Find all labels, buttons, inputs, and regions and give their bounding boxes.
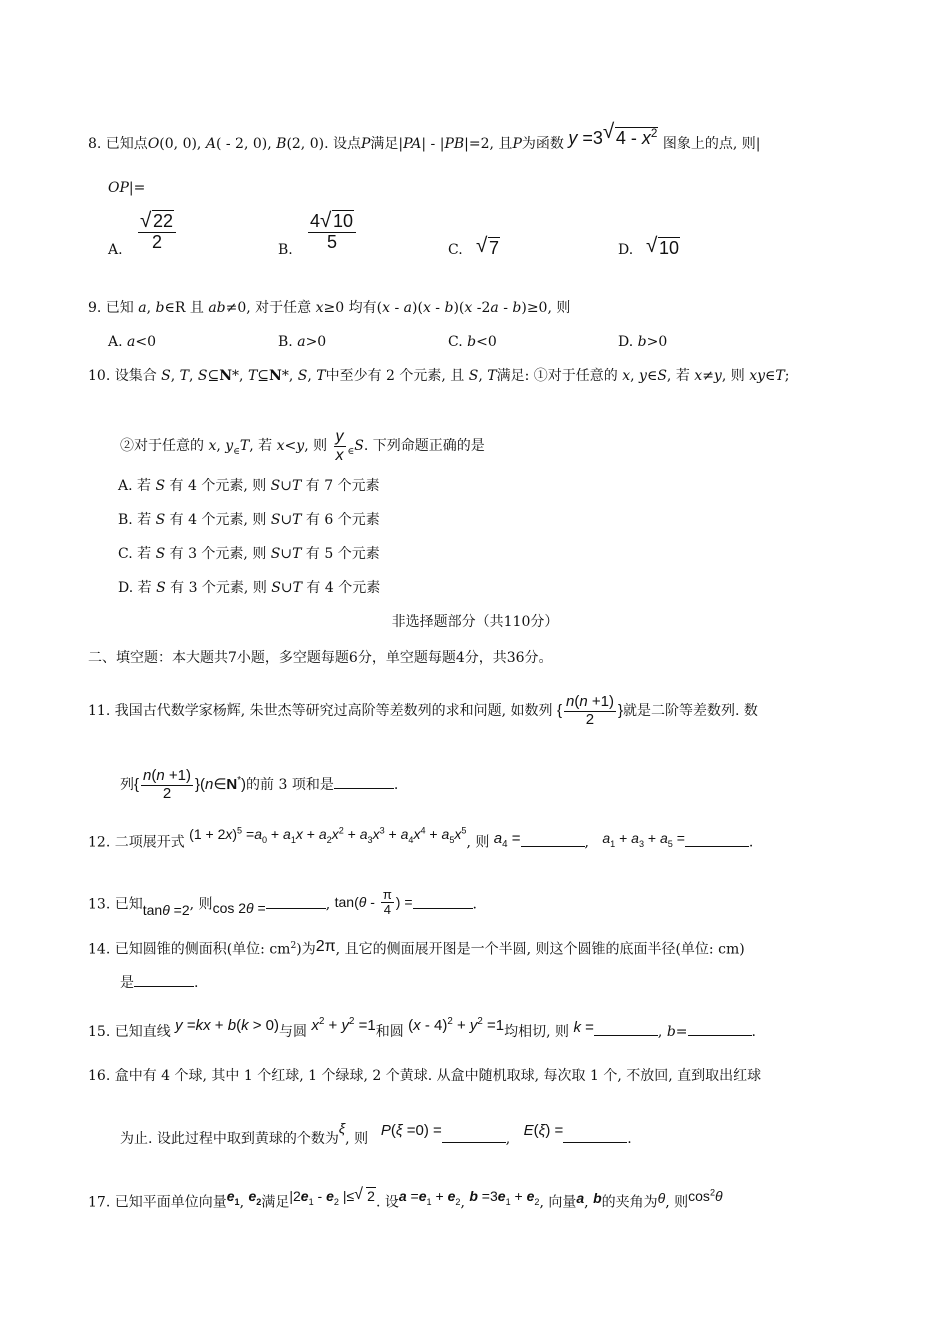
- q8-option-a-value: √ $\frac{22}{2}$: [138, 212, 176, 253]
- q15-stem: 15. 已知直线 y =kx + b(k > 0)与圆 $x^2 + y^2 =1$和圆 $(x - 4)^2 + y^2 =1$均相切, 则 k = , b= .: [88, 1016, 756, 1040]
- q17-stem: 17. 已知平面单位向量$e_1$, $e_2$满足$|2e_1 - e_2$ |≤√ 2. 设$a =e_1 + e_2$, $b =3e_1 + e_2$, 向量a, b的夹角为θ, 则$\cos^2\theta$: [88, 1188, 723, 1217]
- section2-heading: 二、填空题：本大题共7小题，多空题每题6分，单空题每题4分，共36分。: [88, 650, 553, 666]
- q14-line2: 是 .: [120, 972, 198, 993]
- q8-option-d-value: √ 10: [646, 238, 680, 258]
- q10-option-d: D. 若 S 有 3 个元素, 则 S∪T 有 4 个元素: [118, 580, 381, 596]
- q8-line2: OP|=: [108, 180, 146, 196]
- q10-option-b: B. 若 S 有 4 个元素, 则 S∪T 有 6 个元素: [118, 512, 380, 528]
- q10-line1: 10. 设集合 S, T, S⊆N*, T⊆N*, S, T中至少有 2 个元素, 且 S, T满足: ①对于任意的 x, y∈S, 若 x≠y, 则 xy∈T;: [88, 368, 790, 384]
- q11-line1: 11. 我国古代数学家杨辉, 朱世杰等研究过高阶等差数列的求和问题, 如数列 { $\frac{n(n +1)}{2}$ }就是二阶等差数列. 数: [88, 693, 758, 728]
- q10-line2: ②对于任意的 x, $y_\in T$, 若 x<y, 则 $\frac{y}{x}$ $_\in$S. 下列命题正确的是: [120, 428, 485, 464]
- q8-function: y =3√ $4 - x^2$: [568, 128, 658, 148]
- q10-option-a: A. 若 S 有 4 个元素, 则 S∪T 有 7 个元素: [118, 478, 380, 494]
- q9-stem: 9. 已知 a, b∈R 且 ab≠0, 对于任意 x≥0 均有(x - a)(x - b)(x -2a - b)≥0, 则: [88, 300, 571, 316]
- q16-line1: 16. 盒中有 4 个球, 其中 1 个红球, 1 个绿球, 2 个黄球. 从盒中随机取球, 每次取 1 个, 不放回, 直到取出红球: [88, 1068, 762, 1084]
- q16-line2: 为止. 设此过程中取到黄球的个数为ξ, 则 P(ξ =0) = , E(ξ) = .: [120, 1120, 632, 1147]
- q10-option-c: C. 若 S 有 3 个元素, 则 S∪T 有 5 个元素: [118, 546, 380, 562]
- q13-stem: 13. 已知tanθ =2, 则cos 2θ = , tan(θ - $\frac{\pi}{4}$ ) = .: [88, 887, 477, 918]
- q8-line1: 8. 已知点O(0, 0), A( - 2, 0), B(2, 0). 设点P满足|PA| - |PB|=2, 且P为函数 y =3√ $4 - x^2$ 图象上的点, 则|: [88, 128, 760, 154]
- q11-line2: 列{ $\frac{n(n +1)}{2}$ }(n∈N*)的前 3 项和是 .: [120, 767, 399, 802]
- q8-option-c-value: √ 7: [476, 238, 500, 258]
- q8-option-b-value: $\frac{4√ 10}{5}$: [308, 212, 356, 253]
- q14-line1: 14. 已知圆锥的侧面积(单位: $cm^2$)为2π, 且它的侧面展开图是一个半圆, 则这个圆锥的底面半径(单位: cm): [88, 937, 745, 958]
- q12-stem: 12. 二项展开式 $(1 + 2x)^5 =a_0 + a_1x + a_2x^2 + a_3x^3 + a_4x^4 + a_5x^5$, 则 $a_4$ = , $a_1 + a_3 + a_5$ = .: [88, 825, 754, 851]
- part2-title: 非选择题部分（共110分）: [391, 614, 559, 630]
